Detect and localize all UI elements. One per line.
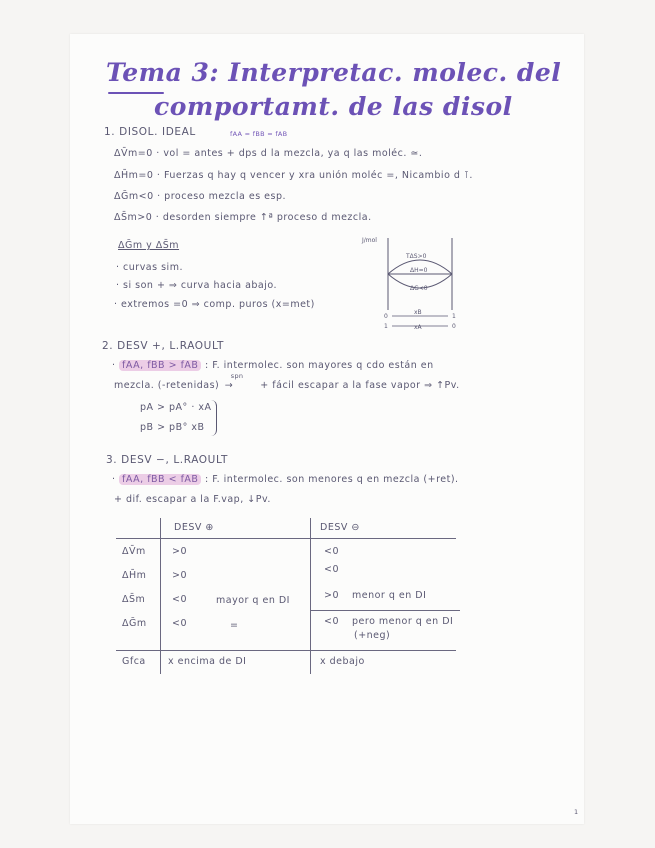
table-row-3-pos: <0	[172, 594, 188, 605]
table-row-2-pos: >0	[172, 570, 188, 581]
section3-line-1: · fAA, fBB < fAB : F. intermolec. son menores q en mezcla (+ret).	[112, 474, 459, 485]
table-row-1-label: ΔV̄m	[122, 546, 146, 557]
table-row-3-label: ΔS̄m	[122, 594, 146, 605]
section1-line-2: ΔH̄m=0 · Fuerzas q hay q vencer y xra unión moléc =, Nicambio d ⊺.	[114, 170, 473, 181]
title-line-1: Tema 3: Interpretac. molec. del	[106, 58, 562, 87]
table-row-3-neg: >0	[324, 590, 340, 601]
section2-highlight: fAA, fBB > fAB	[119, 360, 201, 371]
section2-eq-1: pA > pA° · xA	[140, 402, 212, 413]
diagram-label-tds: TΔS>0	[406, 253, 427, 260]
table-row-1-neg: <0	[324, 546, 340, 557]
diagram-y-label: J/mol	[362, 237, 377, 244]
table-row-3-rule	[310, 610, 460, 611]
table-row-4-neg-note: pero menor q en DI	[352, 616, 454, 627]
table-footer-rule	[116, 650, 456, 651]
section1-line-1: ΔV̄m=0 · vol = antes + dps d la mezcla, ya q las moléc. ≃.	[114, 148, 423, 159]
section2-bracket	[210, 400, 217, 436]
section3-line-2: + dif. escapar a la F.vap, ↓Pv.	[114, 494, 271, 505]
table-row-4-pos-note: =	[230, 620, 239, 631]
table-footer-neg: x debajo	[320, 656, 365, 667]
spontaneous-arrow: spn →	[224, 372, 244, 391]
table-row-3-neg-note: menor q en DI	[352, 590, 427, 601]
section2-line-2b: + fácil escapar a la fase vapor ⇒ ↑Pv.	[260, 380, 460, 391]
table-header-neg: DESV ⊖	[320, 522, 360, 533]
section1-heading-note: fAA = fBB = fAB	[230, 130, 288, 138]
spontaneous-arrow-label: spn	[230, 372, 244, 380]
table-row-1-pos: >0	[172, 546, 188, 557]
table-row-4-neg: <0	[324, 616, 340, 627]
table-header-pos: DESV ⊕	[174, 522, 214, 533]
diagram-axis-bottom-start: 1	[384, 323, 388, 330]
section2-line-1: · fAA, fBB > fAB : F. intermolec. son mayores q cdo están en	[112, 360, 434, 371]
page-number: 1	[574, 808, 579, 816]
section1-bullet-3: · extremos =0 ⇒ comp. puros (x=met)	[114, 299, 315, 310]
table-header-rule	[116, 538, 456, 539]
section1-line-4: ΔS̄m>0 · desorden siempre ↑ª proceso d mezcla.	[114, 212, 372, 223]
section1-bullet-2: · si son + ⇒ curva hacia abajo.	[116, 280, 278, 291]
table-row-3-pos-note: mayor q en DI	[216, 595, 290, 606]
section2-eq-2: pB > pB° xB	[140, 422, 205, 433]
notebook-page	[70, 34, 584, 824]
diagram-axis-bottom-end: 0	[452, 323, 456, 330]
mixing-diagram	[360, 232, 470, 332]
table-footer-label: Gfca	[122, 656, 146, 667]
table-footer-pos: x encima de DI	[168, 656, 247, 667]
table-row-4-pos: <0	[172, 618, 188, 629]
section1-bullet-1: · curvas sim.	[116, 262, 183, 273]
section3-heading: 3. DESV −, L.RAOULT	[106, 454, 228, 466]
diagram-axis-top-start: 0	[384, 313, 388, 320]
table-row-2-label: ΔH̄m	[122, 570, 147, 581]
diagram-axis-top-end: 1	[452, 313, 456, 320]
diagram-label-dg: ΔG<0	[410, 285, 428, 292]
diagram-axis-bottom-label: xA	[414, 324, 422, 331]
section2-line-1-text: : F. intermolec. son mayores q cdo están en	[204, 360, 434, 371]
section2-heading: 2. DESV +, L.RAOULT	[102, 340, 224, 352]
diagram-label-dh: ΔH=0	[410, 267, 428, 274]
table-row-4-label: ΔḠm	[122, 618, 147, 629]
section1-heading: 1. DISOL. IDEAL	[104, 126, 196, 138]
title-line-2: comportamt. de las disol	[154, 92, 513, 121]
section2-line-2a: mezcla. (-retenidas)	[114, 380, 220, 391]
section1-line-3: ΔḠm<0 · proceso mezcla es esp.	[114, 191, 287, 202]
table-row-4-neg-extra: (+neg)	[354, 630, 391, 641]
section3-line-1-text: : F. intermolec. son menores q en mezcla (+ret).	[204, 474, 459, 485]
section3-highlight: fAA, fBB < fAB	[119, 474, 201, 485]
section1-subheading: ΔḠm y ΔS̄m	[118, 240, 180, 251]
table-row-2-neg: <0	[324, 564, 340, 575]
diagram-axis-top-label: xB	[414, 309, 422, 316]
section2-line-2	[114, 372, 460, 391]
